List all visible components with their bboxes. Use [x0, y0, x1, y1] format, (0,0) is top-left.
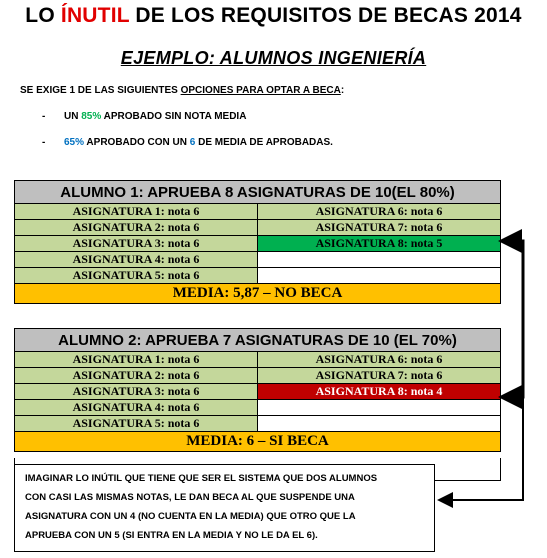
- note-line: ASIGNATURA CON UN 4 (NO CUENTA EN LA MEDIA) QUE OTRO QUE LA: [25, 511, 356, 522]
- student1-media: MEDIA: 5,87 – NO BECA: [15, 284, 500, 303]
- table-cell: ASIGNATURA 4: nota 6: [15, 252, 257, 267]
- arrow-to-student2-cell: [504, 241, 523, 397]
- table-cell: ASIGNATURA 3: nota 6: [15, 236, 257, 251]
- student1-header: ALUMNO 1: APRUEBA 8 ASIGNATURAS DE 10(EL 80%): [15, 181, 500, 204]
- table-cell: ASIGNATURA 6: nota 6: [257, 352, 500, 367]
- highlighted-cell: ASIGNATURA 8: nota 5: [257, 236, 500, 251]
- table-cell: ASIGNATURA 2: nota 6: [15, 368, 257, 383]
- note-line: APRUEBA CON UN 5 (SI ENTRA EN LA MEDIA Y NO LE DA EL 6).: [25, 530, 318, 541]
- student2-header: ALUMNO 2: APRUEBA 7 ASIGNATURAS DE 10 (EL 70%): [15, 329, 500, 352]
- student2-media: MEDIA: 6 – SI BECA: [15, 432, 500, 451]
- arrow-to-student1-cell: [504, 241, 523, 397]
- table-cell: ASIGNATURA 5: nota 6: [15, 268, 257, 283]
- table-cell: ASIGNATURA 1: nota 6: [15, 352, 257, 367]
- page-title: LO ÍNUTIL DE LOS REQUISITOS DE BECAS 2014: [25, 4, 522, 27]
- failed-cell: ASIGNATURA 8: nota 4: [257, 384, 500, 399]
- table-cell: ASIGNATURA 1: nota 6: [15, 204, 257, 219]
- subtitle: EJEMPLO: ALUMNOS INGENIERÍA: [120, 48, 427, 68]
- arrow-to-note: [441, 397, 523, 500]
- requirement-text: SE EXIGE 1 DE LAS SIGUIENTES OPCIONES PARA OPTAR A BECA:: [20, 85, 345, 96]
- table-cell: ASIGNATURA 7: nota 6: [257, 368, 500, 383]
- table-cell: ASIGNATURA 4: nota 6: [15, 400, 257, 415]
- table-cell: ASIGNATURA 3: nota 6: [15, 384, 257, 399]
- note-line: IMAGINAR LO INÚTIL QUE TIENE QUE SER EL SISTEMA QUE DOS ALUMNOS: [25, 473, 378, 484]
- note-line: CON CASI LAS MISMAS NOTAS, LE DAN BECA AL QUE SUSPENDE UNA: [25, 492, 355, 503]
- table-cell: ASIGNATURA 2: nota 6: [15, 220, 257, 235]
- table-cell: ASIGNATURA 7: nota 6: [257, 220, 500, 235]
- table-cell: ASIGNATURA 5: nota 6: [15, 416, 257, 431]
- title-highlight: ÍNUTIL: [60, 4, 130, 27]
- table-cell: ASIGNATURA 6: nota 6: [257, 204, 500, 219]
